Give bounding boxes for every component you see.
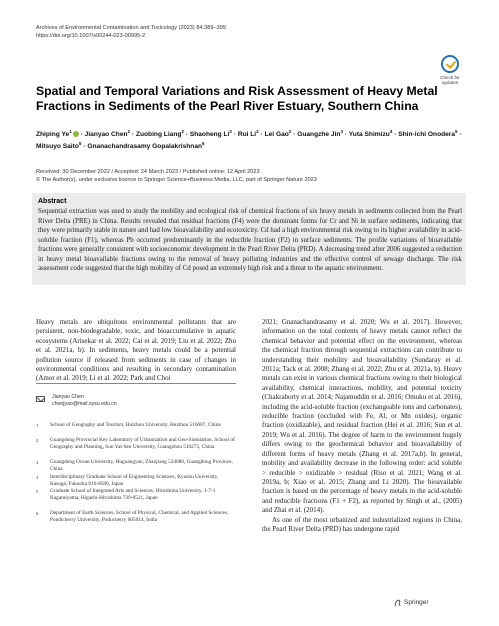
check-for-updates-badge[interactable] [436, 55, 464, 85]
publisher-logo: Springer [404, 599, 429, 606]
affiliation-item [36, 437, 236, 451]
author-affiliation-mark: 2 [229, 129, 232, 134]
affiliation-item [36, 488, 236, 502]
author-name[interactable]: Shin-ichi Onodera [398, 131, 456, 139]
badge-line2: updates [441, 80, 459, 85]
author-name[interactable]: Zuobing Liang [135, 131, 182, 139]
affiliation-text: Graduate School of Integrated Arts and Sciences, Hiroshima University, 1-7-1 Kagamiyama, Higashi-Hiroshima 739-8521, Japan [50, 488, 216, 501]
affiliation-text: Guangdong Ocean University, Huguangyan, Zhanjiang 524088, Guangdong Province, China [50, 459, 233, 472]
author-affiliation-mark: 2 [256, 129, 259, 134]
author-name[interactable]: Mitsuyo Saito [36, 143, 79, 151]
envelope-icon [36, 396, 45, 402]
author-separator: · [130, 131, 136, 139]
correspondence [52, 394, 117, 408]
author-affiliation-mark: 2 [127, 129, 131, 134]
author-affiliation-mark: 5 [78, 141, 82, 147]
affiliation-number: 1 [36, 423, 39, 428]
author-name[interactable]: Lei Gao [264, 131, 289, 139]
doi-link[interactable]: https://doi.org/10.1007/s00244-023-00995-2 [36, 33, 146, 39]
author-separator: · [81, 143, 88, 151]
author-name[interactable]: Jianyao Chen [84, 131, 128, 139]
author-affiliation-mark: 3 [340, 129, 344, 134]
corresponding-email[interactable]: chenjyao@mail.sysu.edu.cn [52, 401, 117, 407]
dates-line: Received: 30 December 2022 / Accepted: 24 March 2023 / Published online: 12 April 2023 [36, 169, 260, 175]
footnote-divider [36, 383, 236, 384]
body-paragraph-1: 2021; Gnanachandrasamy et al. 2020; Wu et al. 2017). However, information on the total contents of heavy metals cannot reflect the chemical behavior and potential effect on the environment, whereas the chemical fraction through sequential extractions can contribute to understanding their mobility and bioavailability (Sundaray et al. 2011a; Tack et al. 2008; Zhang et al. 2022; Zhu et al. 2021a, b). Heavy metals can exist in various chemical fractions owing to their biological availability, chemical interactions, mobility, and potential toxicity (Chakraborty et al. 2014; Najamuddin et al. 2016; Omuku et al. 2016), including the acid-soluble fraction (exchangeable ions and carbonates), reducible fraction (occluded with Fe, Al, or Mn oxides), organic fraction (oxidizable), and residual fraction (Hei et al. 2016; Sun et al. 2019; Wu et al. 2016). The degree of harm to the environment hugely differs owing to the geochemical behavior and bioavailability of different forms of heavy metals (Zhang et al. 2017a,b). In general, mobility and availability decrease in the following order: acid soluble > reducible > oxidizable > residual (Riso et al. 2021; Wang et al. 2019a, b; Xiao et al. 2015; Zhang and Li 2020). The bioavailable fraction is based on the percentage of heavy metals in the acid-soluble and reducible fractions (F1 + F2), as reported by Singh et al., (2005) and Zhai et al. (2014). [262, 318, 462, 515]
affiliation-item [36, 422, 236, 429]
affiliation-item [36, 459, 236, 473]
author-name[interactable]: Shaoheng Li [189, 131, 230, 139]
abstract-heading: Abstract [38, 198, 67, 205]
author-affiliation-mark: 2 [181, 129, 184, 134]
publication-history [36, 168, 466, 184]
affiliation-text: Guangdong Provincial Key Laboratory of Urbanization and Geo-Simulation, School of Geography and Planning, Sun Yat-Sen University, Guangzhou 510275, China [50, 437, 235, 450]
affiliation-number: 3 [36, 460, 39, 465]
author-affiliation-mark: 5 [455, 129, 458, 134]
author-separator: · [231, 131, 238, 139]
author-separator: · [392, 131, 399, 139]
author-name[interactable]: Rui Li [237, 131, 257, 139]
corresponding-author: Jianyao Chen [52, 394, 84, 400]
journal-citation: Archives of Environmental Contamination and Toxicology (2023) 84:389–399 [36, 25, 226, 31]
affiliation-number: 6 [36, 511, 39, 516]
badge-line1: Check for [440, 75, 460, 80]
affiliation-number: 4 [36, 475, 39, 480]
affiliation-item [36, 510, 236, 524]
author-separator: · [343, 131, 349, 139]
author-separator: · [78, 131, 85, 139]
author-name[interactable]: Zhiping Ye [36, 131, 70, 139]
author-separator: · [457, 131, 462, 139]
affiliation-item [36, 474, 236, 488]
author-list [36, 127, 466, 151]
author-separator: · [258, 131, 265, 139]
article-title: Spatial and Temporal Variations and Risk Assessment of Heavy Metal Fractions in Sediments of the Pearl River Estuary, Southern China [36, 84, 438, 113]
author-name[interactable]: Guangzhe Jin [297, 131, 341, 139]
journal-header [36, 24, 226, 40]
body-paragraph-2: As one of the most urbanized and industrialized regions in China, the Pearl River Delta (PRD) has undergone rapid [262, 515, 462, 533]
author-affiliation-mark: 1 [69, 129, 72, 134]
affiliation-text: School of Geography and Tourism, Huizhou University, Huizhou 516007, China [50, 422, 221, 428]
affiliation-number: 5 [36, 489, 39, 494]
author-affiliation-mark: 2 [288, 129, 292, 134]
author-affiliation-mark: 6 [202, 141, 205, 147]
author-separator: · [291, 131, 298, 139]
affiliation-text: Interdisciplinary Graduate School of Engineering Sciences, Kyushu University, Kasuga, Fukuoka 816-8580, Japan [50, 474, 219, 487]
affiliation-number: 2 [36, 438, 39, 443]
body-column-right [262, 318, 462, 534]
author-name[interactable]: Yuta Shimizu [348, 131, 390, 139]
abstract-text: Sequential extraction was used to study the mobility and ecological risk of chemical fractions of six heavy metals in sediments collected from the Pearl River Delta (PRE) in China. Results revealed that residual fractions (F4) were the dominant forms for Cr and Ni in surface sediments, indicating that they were primarily stable in nature and had low bioavailability and ecotoxicity. Cd had a high environmental risk owing to its higher availability in acid-soluble fraction (F1), whereas Pb occurred predominantly in the reducible fraction (F2) in surface sediments. The profile variations of bioavailable fractions were generally consistent with socioeconomic development in the Pearl River Delta (PRD). A decreasing trend after 2006 suggested a reduction in heavy metal bioavailable fractions owing to the removal of heavy polluting industries and the effective control of sewage discharge. The risk assessment code suggested that the high mobility of Cd posed an extremely high risk and a threat to the aquatic environment. [38, 208, 462, 272]
affiliation-text: Department of Earth Sciences, School of Physical, Chemical, and Applied Sciences, Pondicherry University, Puducherry 605014, India [50, 510, 229, 523]
author-separator: · [183, 131, 190, 139]
author-affiliation-mark: 4 [389, 129, 393, 134]
check-updates-icon [441, 55, 459, 73]
body-column-left: Heavy metals are ubiquitous environmental pollutants that are persistent, non-biodegradable, toxic, and bioaccumulative in aquatic ecosystems (Arisekar et al. 2022; Cai et al. 2019; Liu et al. 2022; Zhu et al. 2021a, b). In sediments, heavy metals could be a potential pollution source if released from sediments in case of changes in environmental conditions and resulting in secondary contamination (Amor et al. 2019; Li et al. 2022; Park and Choi [36, 318, 236, 383]
springer-horse-icon [394, 599, 401, 607]
copyright-line: © The Author(s), under exclusive licence to Springer Science+Business Media, LLC, part of Springer Nature 2023 [36, 177, 317, 183]
author-name[interactable]: Gnanachandrasamy Gopalakrishnan [87, 143, 203, 151]
